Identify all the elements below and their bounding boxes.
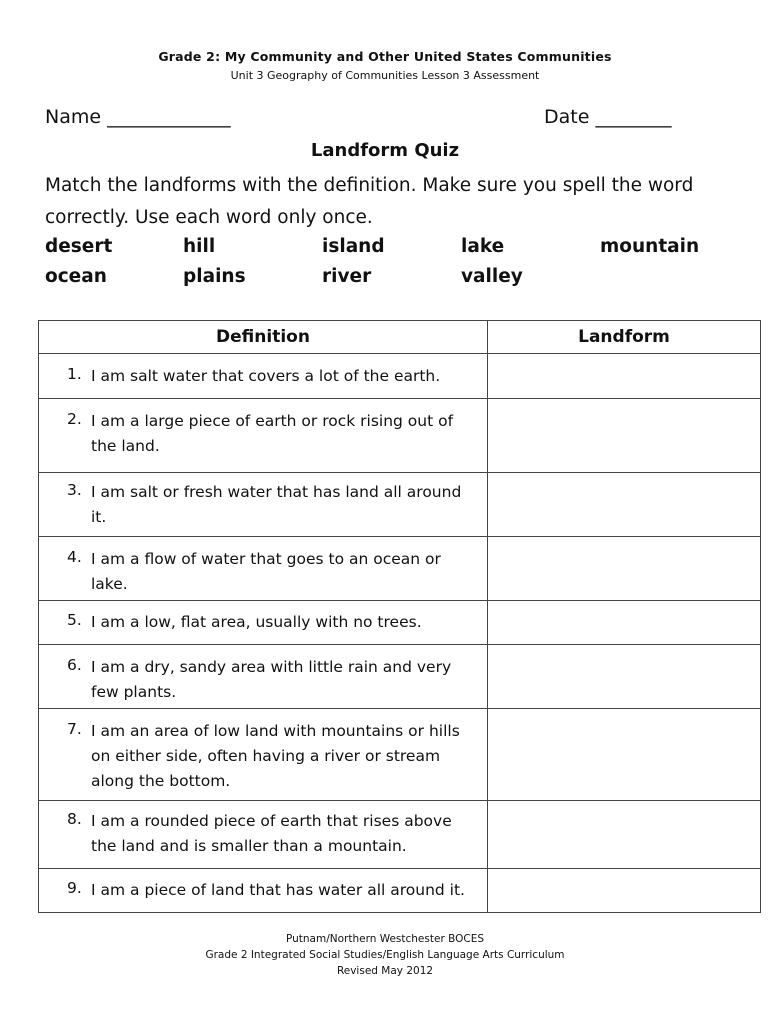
definition-cell — [39, 645, 488, 709]
table-row — [39, 801, 761, 869]
definition-cell — [39, 537, 488, 601]
definition-text: I am a rounded piece of earth that rises above the land and is smaller than a mountain. — [91, 812, 452, 855]
definition-number: 4. — [67, 548, 82, 566]
header-subtitle: Unit 3 Geography of Communities Lesson 3 Assessment — [230, 69, 540, 82]
landform-answer-cell[interactable] — [488, 354, 761, 399]
table-row — [39, 709, 761, 801]
word-bank-item: plains — [183, 266, 246, 287]
definition-text: I am salt or fresh water that has land all around it. — [91, 483, 462, 526]
table-row — [39, 537, 761, 601]
header-title: Grade 2: My Community and Other United States Communities — [158, 49, 612, 64]
table-row — [39, 473, 761, 537]
name-field: Name _____________ — [45, 106, 231, 128]
table-row — [39, 354, 761, 399]
definition-number: 6. — [67, 656, 82, 674]
quiz-title: Landform Quiz — [310, 140, 460, 161]
definition-number: 7. — [67, 720, 82, 738]
table-row — [39, 601, 761, 645]
footer — [0, 931, 770, 979]
date-field: Date ________ — [544, 106, 672, 128]
word-bank-item: desert — [45, 236, 113, 257]
landform-answer-cell[interactable] — [488, 801, 761, 869]
definition-cell — [39, 473, 488, 537]
table-row — [39, 869, 761, 913]
instructions: Match the landforms with the definition. Make sure you spell the word correctly. Use each word only once. — [45, 175, 694, 228]
definition-number: 1. — [67, 365, 82, 383]
footer-line: Putnam/Northern Westchester BOCES — [285, 933, 485, 945]
landform-answer-cell[interactable] — [488, 537, 761, 601]
footer-line: Grade 2 Integrated Social Studies/English Language Arts Curriculum — [205, 949, 565, 961]
definition-header: Definition — [39, 321, 488, 354]
landform-answer-cell[interactable] — [488, 473, 761, 537]
landform-answer-cell[interactable] — [488, 869, 761, 913]
table-header-row — [39, 321, 761, 354]
word-bank-item: ocean — [45, 266, 107, 287]
definition-text: I am a large piece of earth or rock rising out of the land. — [91, 412, 454, 455]
definition-text: I am a flow of water that goes to an ocean or lake. — [91, 550, 441, 593]
table-row — [39, 645, 761, 709]
landform-answer-cell[interactable] — [488, 399, 761, 473]
landform-answer-cell[interactable] — [488, 601, 761, 645]
definition-text: I am salt water that covers a lot of the earth. — [91, 367, 441, 385]
word-bank-item: valley — [461, 266, 523, 287]
definition-cell — [39, 601, 488, 645]
definition-cell — [39, 801, 488, 869]
landform-table — [38, 320, 761, 913]
landform-header: Landform — [488, 321, 761, 354]
landform-answer-cell[interactable] — [488, 645, 761, 709]
definition-cell — [39, 869, 488, 913]
word-bank-item: island — [322, 236, 385, 257]
definition-text: I am an area of low land with mountains or hills on either side, often having a river or stream along the bottom. — [91, 722, 460, 790]
word-bank-item: river — [322, 266, 372, 287]
definition-number: 5. — [67, 611, 82, 629]
word-bank-item: hill — [183, 236, 216, 257]
definition-number: 3. — [67, 481, 82, 499]
word-bank-item: mountain — [600, 236, 700, 257]
definition-text: I am a low, flat area, usually with no trees. — [91, 613, 422, 631]
definition-cell — [39, 354, 488, 399]
definition-cell — [39, 399, 488, 473]
definition-number: 9. — [67, 879, 82, 897]
definition-number: 8. — [67, 810, 82, 828]
definition-text: I am a dry, sandy area with little rain and very few plants. — [91, 658, 452, 701]
definition-text: I am a piece of land that has water all around it. — [91, 881, 465, 899]
landform-answer-cell[interactable] — [488, 709, 761, 801]
table-row — [39, 399, 761, 473]
definition-number: 2. — [67, 410, 82, 428]
footer-line: Revised May 2012 — [336, 965, 434, 977]
definition-cell — [39, 709, 488, 801]
word-bank-item: lake — [461, 236, 505, 257]
